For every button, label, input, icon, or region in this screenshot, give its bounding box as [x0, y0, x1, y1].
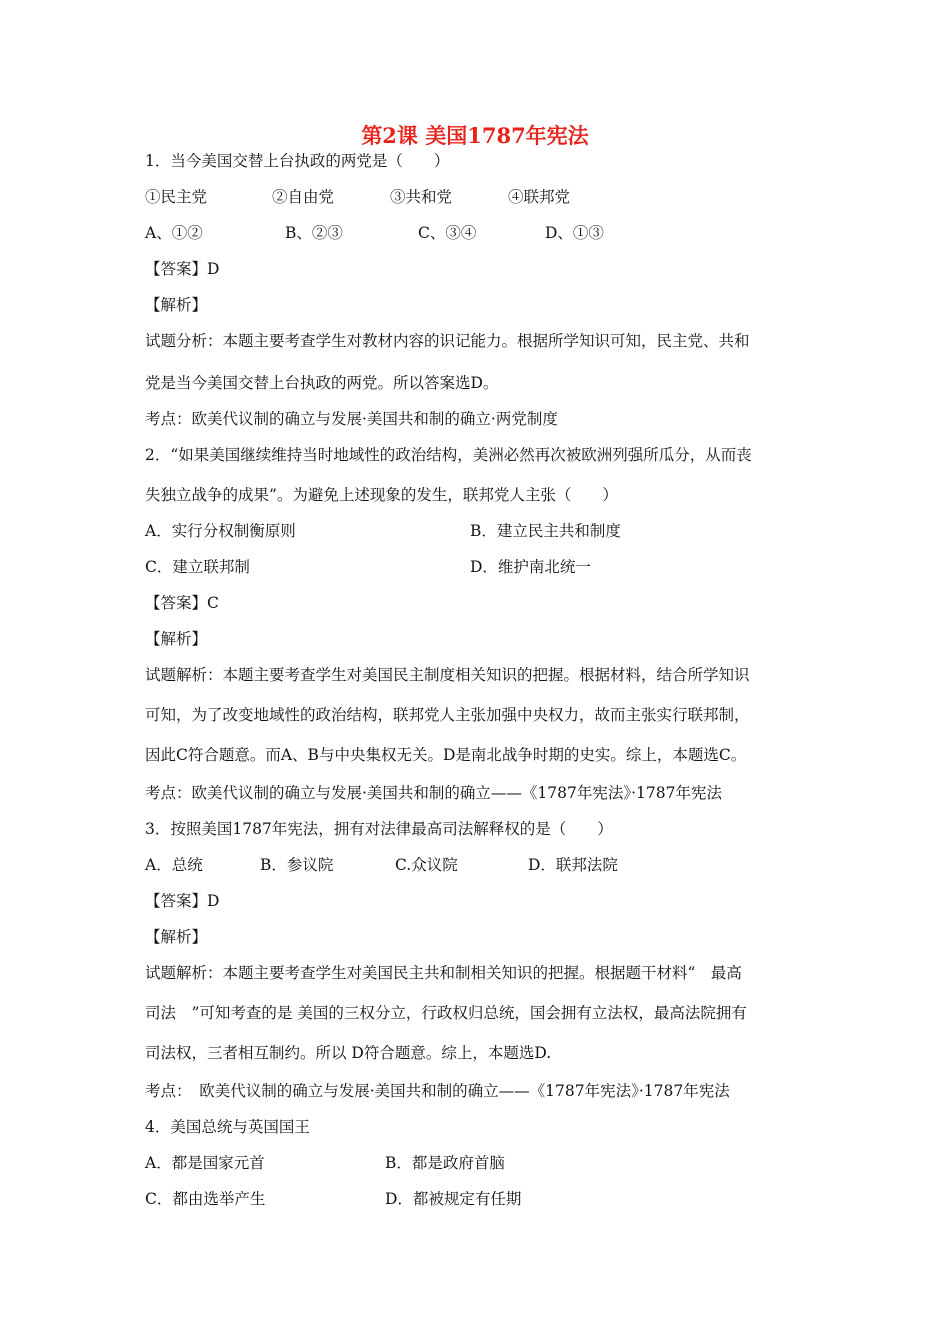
q4-option-d: D．都被规定有任期	[385, 1190, 522, 1208]
q1-item: ①民主党	[145, 188, 208, 206]
q3-option-d: D．联邦法院	[528, 856, 618, 874]
q1-analysis-line: 试题分析：本题主要考查学生对教材内容的识记能力。根据所学知识可知，民主党、共和	[145, 332, 750, 350]
q1-analysis-line: 党是当今美国交替上台执政的两党。所以答案选D。	[145, 374, 499, 392]
q3-analysis-label: 【解析】	[145, 928, 208, 946]
page-title: 第2课 美国1787年宪法	[361, 123, 589, 148]
q1-answer: 【答案】D	[145, 260, 220, 278]
q1-option-b: B、②③	[285, 224, 343, 242]
q2-analysis-line: 试题解析：本题主要考查学生对美国民主制度相关知识的把握。根据材料，结合所学知识	[145, 666, 750, 684]
q3-analysis-line: 司法 ”可知考查的是 美国的三权分立，行政权归总统，国会拥有立法权，最高法院拥有	[145, 1004, 747, 1022]
q2-point: 考点：欧美代议制的确立与发展·美国共和制的确立——《1787年宪法》·1787年宪法	[145, 784, 722, 802]
q2-option-d: D．维护南北统一	[470, 558, 591, 576]
q1-item: ③共和党	[390, 188, 453, 206]
q1-item: ②自由党	[272, 188, 335, 206]
q3-option-c: C.众议院	[395, 856, 458, 874]
q2-option-c: C．建立联邦制	[145, 558, 250, 576]
q2-option-a: A．实行分权制衡原则	[145, 522, 296, 540]
q3-analysis-line: 司法权，三者相互制约。所以 D符合题意。综上，本题选D.	[145, 1044, 552, 1062]
q4-option-a: A．都是国家元首	[145, 1154, 265, 1172]
q3-stem: 3．按照美国1787年宪法，拥有对法律最高司法解释权的是（ ）	[145, 820, 613, 838]
q1-analysis-label: 【解析】	[145, 296, 208, 314]
q4-stem: 4．美国总统与英国国王	[145, 1118, 310, 1136]
q3-option-b: B．参议院	[260, 856, 334, 874]
q3-point: 考点： 欧美代议制的确立与发展·美国共和制的确立——《1787年宪法》·1787年宪法	[145, 1082, 730, 1100]
q1-option-a: A、①②	[145, 224, 203, 242]
q4-option-b: B．都是政府首脑	[385, 1154, 505, 1172]
q2-analysis-line: 因此C符合题意。而A、B与中央集权无关。D是南北战争时期的史实。综上，本题选C。	[145, 746, 747, 764]
q3-option-a: A．总统	[145, 856, 203, 874]
q2-stem-line: 失独立战争的成果”。为避免上述现象的发生，联邦党人主张（ ）	[145, 486, 618, 504]
q2-analysis-line: 可知，为了改变地域性的政治结构，联邦党人主张加强中央权力，故而主张实行联邦制，	[145, 706, 750, 724]
q1-stem: 1．当今美国交替上台执政的两党是（ ）	[145, 152, 450, 170]
q3-answer: 【答案】D	[145, 892, 220, 910]
q2-option-b: B．建立民主共和制度	[470, 522, 621, 540]
q2-answer: 【答案】C	[145, 594, 219, 612]
q1-option-c: C、③④	[418, 224, 477, 242]
q2-analysis-label: 【解析】	[145, 630, 208, 648]
q1-option-d: D、①③	[545, 224, 604, 242]
q3-analysis-line: 试题解析：本题主要考查学生对美国民主共和制相关知识的把握。根据题干材料“ 最高	[145, 964, 742, 982]
q1-item: ④联邦党	[508, 188, 571, 206]
q2-stem-line: 2．“如果美国继续维持当时地域性的政治结构，美洲必然再次被欧洲列强所瓜分，从而丧	[145, 446, 752, 464]
q4-option-c: C．都由选举产生	[145, 1190, 266, 1208]
q1-point: 考点：欧美代议制的确立与发展·美国共和制的确立·两党制度	[145, 410, 558, 428]
